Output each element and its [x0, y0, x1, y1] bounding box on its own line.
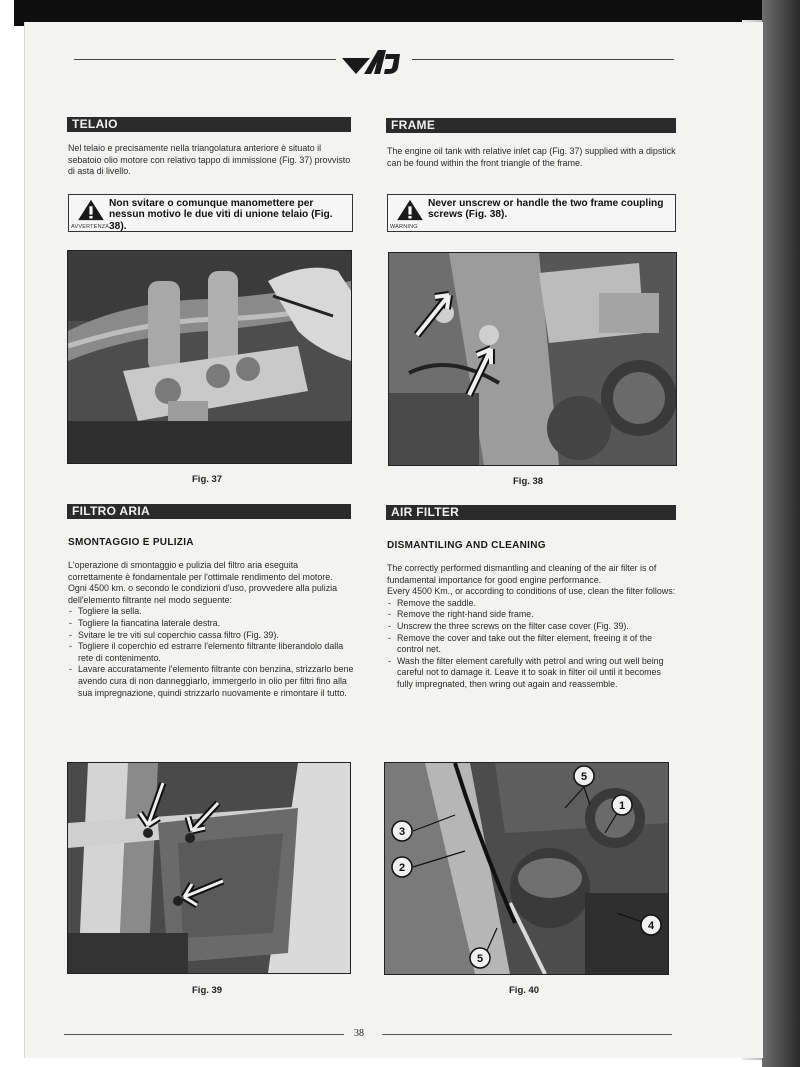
filtro-intro: L'operazione di smontaggio e pulizia del filtro aria eseguita correttamente è fondamentale per l'ottimale rendimento del motore. — [68, 560, 333, 582]
list-item: - Wash the filter element carefully with petrol and wring out well being careful not to damage it. Leave it to soak in filter oil until it becomes fully impregnated, then wring out again and reassemble. — [387, 656, 678, 691]
callout-5-top — [574, 766, 594, 786]
fig40-caption: Fig. 40 — [509, 985, 540, 996]
callout-1 — [612, 795, 632, 815]
warning-triangle-icon — [395, 199, 425, 221]
telaio-paragraph — [68, 143, 352, 178]
callout-label: 1 — [618, 800, 626, 812]
callout-label: 4 — [647, 920, 655, 932]
header-rule-left — [74, 59, 336, 60]
warning-label: WARNING — [390, 224, 418, 230]
air-filter-steps-list — [387, 598, 678, 691]
fig39-caption: Fig. 39 — [192, 985, 223, 996]
frame-body: The engine oil tank with relative inlet cap (Fig. 37) supplied with a dipstick can be found within the front triangle of the frame. — [387, 146, 676, 168]
filtro-intro2: Ogni 4500 km. o secondo le condizioni d'uso, provvedere alla pulizia dell'elemento filtrante nel modo seguente: — [68, 583, 338, 605]
warning-box-frame — [387, 194, 676, 232]
callout-label: 5 — [580, 771, 588, 783]
aprilia-logo-icon — [340, 46, 406, 76]
air-filter-paragraph — [387, 563, 678, 691]
list-item: - Togliere la fiancatina laterale destra. — [68, 618, 354, 630]
list-item: - Lavare accuratamente l'elemento filtrante con benzina, strizzarlo bene avendo cura di non danneggiarlo, immergerlo in olio per filtri fino alla sua impregnazione, quindi strizzarlo nuovamente e rimontare il tutto. — [68, 664, 354, 699]
list-item: - Remove the right-hand side frame. — [387, 609, 678, 621]
callout-4 — [641, 915, 661, 935]
section-header-air-filter: AIR FILTER — [386, 505, 676, 520]
fig37-photo — [67, 250, 352, 464]
filtro-paragraph — [68, 560, 354, 699]
warning-label: AVVERTENZA — [71, 224, 110, 230]
fig37-caption: Fig. 37 — [192, 474, 223, 485]
section-header-telaio: TELAIO — [67, 117, 351, 132]
list-item: - Togliere la sella. — [68, 606, 354, 618]
header-rule-right — [412, 59, 674, 60]
section-header-frame: FRAME — [386, 118, 676, 133]
warning-box-telaio — [68, 194, 353, 232]
frame-paragraph — [387, 146, 677, 169]
list-item: - Svitare le tre viti sul coperchio cassa filtro (Fig. 39). — [68, 630, 354, 642]
subheading-dismantling: DISMANTILING AND CLEANING — [387, 540, 546, 551]
scan-right-shadow — [762, 0, 800, 1067]
fig39-photo — [67, 762, 351, 974]
warning-text: Never unscrew or handle the two frame coupling screws (Fig. 38). — [428, 198, 664, 221]
footer-rule-left — [64, 1034, 344, 1035]
callout-label: 5 — [476, 953, 484, 965]
callout-label: 3 — [398, 826, 406, 838]
list-item: - Remove the cover and take out the filter element, freeing it of the control net. — [387, 633, 678, 656]
fig38-photo — [388, 252, 677, 466]
list-item: - Unscrew the three screws on the filter case cover (Fig. 39). — [387, 621, 678, 633]
list-item: - Remove the saddle. — [387, 598, 678, 610]
filtro-steps-list — [68, 606, 354, 699]
air-filter-intro: The correctly performed dismantling and cleaning of the air filter is of fundamental importance for good engine performance. — [387, 563, 657, 585]
warning-text: Non svitare o comunque manomettere per nessun motivo le due viti di unione telaio (Fig. 38). — [109, 198, 333, 232]
footer-rule-right — [382, 1034, 672, 1035]
fig40-photo — [384, 762, 669, 975]
callout-5-bottom — [470, 948, 490, 968]
fig38-caption: Fig. 38 — [513, 476, 544, 487]
air-filter-intro2: Every 4500 Km., or according to conditions of use, clean the filter follows: — [387, 586, 676, 597]
page-number: 38 — [354, 1028, 364, 1039]
callout-2 — [392, 857, 412, 877]
callout-label: 2 — [398, 862, 406, 874]
list-item: - Togliere il coperchio ed estrarre l'elemento filtrante liberandolo dalla rete di contenimento. — [68, 641, 354, 664]
telaio-body: Nel telaio e precisamente nella triangolatura anteriore è situato il sebatoio olio motore con relativo tappo di immissione (Fig. 37) provvisto di asta di livello. — [68, 143, 351, 177]
callout-3 — [392, 821, 412, 841]
warning-triangle-icon — [76, 199, 106, 221]
subheading-smontaggio: SMONTAGGIO E PULIZIA — [68, 537, 194, 548]
section-header-filtro-aria: FILTRO ARIA — [67, 504, 351, 519]
